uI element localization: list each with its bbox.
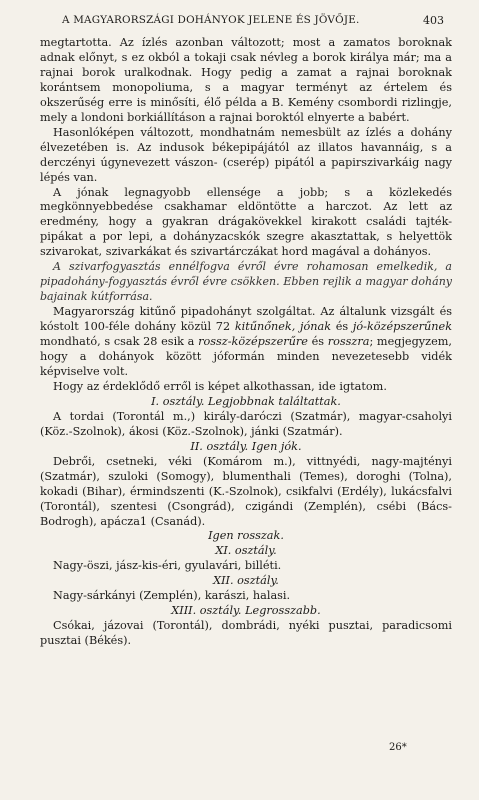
paragraph-3: A jónak legnagyobb ellensége a jobb; s a közlekedés megkönnyebbedése csakhamar eldöntötte a harczot. Az lett az eredmény, hogy a gyakran drágakövekkel kirakott családi tajték-pipákat a por lepi, a dohányzacskók szegre akasztattak, s helyettök szivarokat, szivarkákat és szivartárczákat hord magával a dohányos.	[40, 185, 452, 259]
class-1-heading-text: I. osztály. Legjobbnak találtattak.	[151, 394, 341, 408]
paragraph-5	[40, 305, 452, 380]
p5-italic-3: rossz-középszerűre	[198, 335, 308, 349]
class-2-list: Debrői, csetneki, véki (Komárom m.), vittnyédi, nagy-majtényi (Szatmár), szuloki (Somogy), blumenthali (Temes), doroghi (Tolna), kokadi (Bihar), érmindszenti (K.-Szolnok), csikfalvi (Erdély), lukácsfalvi (Torontál), szentesi (Csongrád), czigándi (Zemplén), csébi (Bács-Bodrogh), apácza1 (Csanád).	[40, 454, 452, 528]
paragraph-6: Hogy az érdeklődő erről is képet alkothassan, ide igtatom.	[53, 379, 387, 393]
class-1-list: A tordai (Torontál m.,) király-daróczi (Szatmár), magyar-csaholyi (Köz.-Szolnok), ákosi (Köz.-Szolnok), jánki (Szatmár).	[40, 409, 452, 438]
class-12-heading	[40, 574, 452, 589]
class-13-heading-text: XIII. osztály. Legrosszabb.	[171, 604, 321, 618]
class-11-list: Nagy-öszi, jász-kis-éri, gyulavári, billéti.	[53, 559, 282, 573]
p5-text-a: Magyarország kitűnő pipadohányt szolgáltat. Az általunk vizsgált és kóstolt 100-féle dohány közül 72	[40, 305, 452, 334]
paragraph-1: megtartotta. Az ízlés azonban változott; most a zamatos boroknak adnak előnyt, s ez okból a tokaji csak névleg a borok királya már; ma a rajnai borok uralkodnak. Hogy pedig a zamat a rajnai boroknak korántsem monopoliuma, s a magyar terményt az értelem és okszerűség erre is minősíti, élő példa a B. Kemény csombordi rizlingje, mely a londoni borkiállításon a rajnai boroktól elnyerte a babért.	[40, 36, 452, 124]
section-heading-bad-text: Igen rosszak.	[208, 529, 284, 543]
running-header	[0, 14, 479, 30]
class-12-heading-text: XII. osztály.	[213, 574, 279, 588]
class-2-heading-text: II. osztály. Igen jók.	[190, 439, 302, 453]
signature-mark: 26*	[389, 742, 407, 753]
section-heading-bad	[40, 529, 452, 544]
class-13-heading	[40, 604, 452, 619]
p5-text-e: ; megjegyzem, hogy a dohányok között jóformán minden nevezetesebb vidék képviselve volt.	[40, 335, 452, 378]
header-title: A MAGYARORSZÁGI DOHÁNYOK JELENE ÉS JÖVŐJE.	[62, 14, 360, 26]
class-12-list: Nagy-sárkányi (Zemplén), karászi, halasi.	[53, 589, 291, 603]
class-11-heading-text: XI. osztály.	[215, 544, 277, 558]
page-body	[40, 36, 452, 649]
italic-note: A szivarfogyasztás ennélfogva évről évre rohamosan emelkedik, a pipadohány-fogyasztás évről évre csökken. Ebben rejlik a magyar dohány bajainak kútforrása.	[40, 260, 452, 304]
p5-text-b: és	[331, 320, 353, 334]
class-11-heading	[40, 544, 452, 559]
p5-italic-4: rosszra	[327, 335, 370, 349]
p5-text-d: és	[307, 335, 328, 349]
p5-italic-2: jó-középszerűnek	[352, 320, 453, 334]
page-number: 403	[423, 14, 444, 27]
class-13-list: Csókai, jázovai (Torontál), dombrádi, nyéki pusztai, paradicsomi pusztai (Békés).	[40, 619, 452, 648]
paragraph-2: Hasonlóképen változott, mondhatnám nemesbült az ízlés a dohány élvezetében is. Az indusok békepipájától az illatos havannáig, s a derczényi úgynevezett vászon- (cserép) pipától a papirszivarkáig nagy lépés van.	[40, 125, 452, 184]
class-1-heading	[40, 395, 452, 410]
p5-italic-1: kitűnőnek, jónak	[234, 320, 332, 334]
p5-text-c: mondható, s csak 28 esik a	[40, 335, 199, 349]
class-2-heading	[40, 440, 452, 455]
